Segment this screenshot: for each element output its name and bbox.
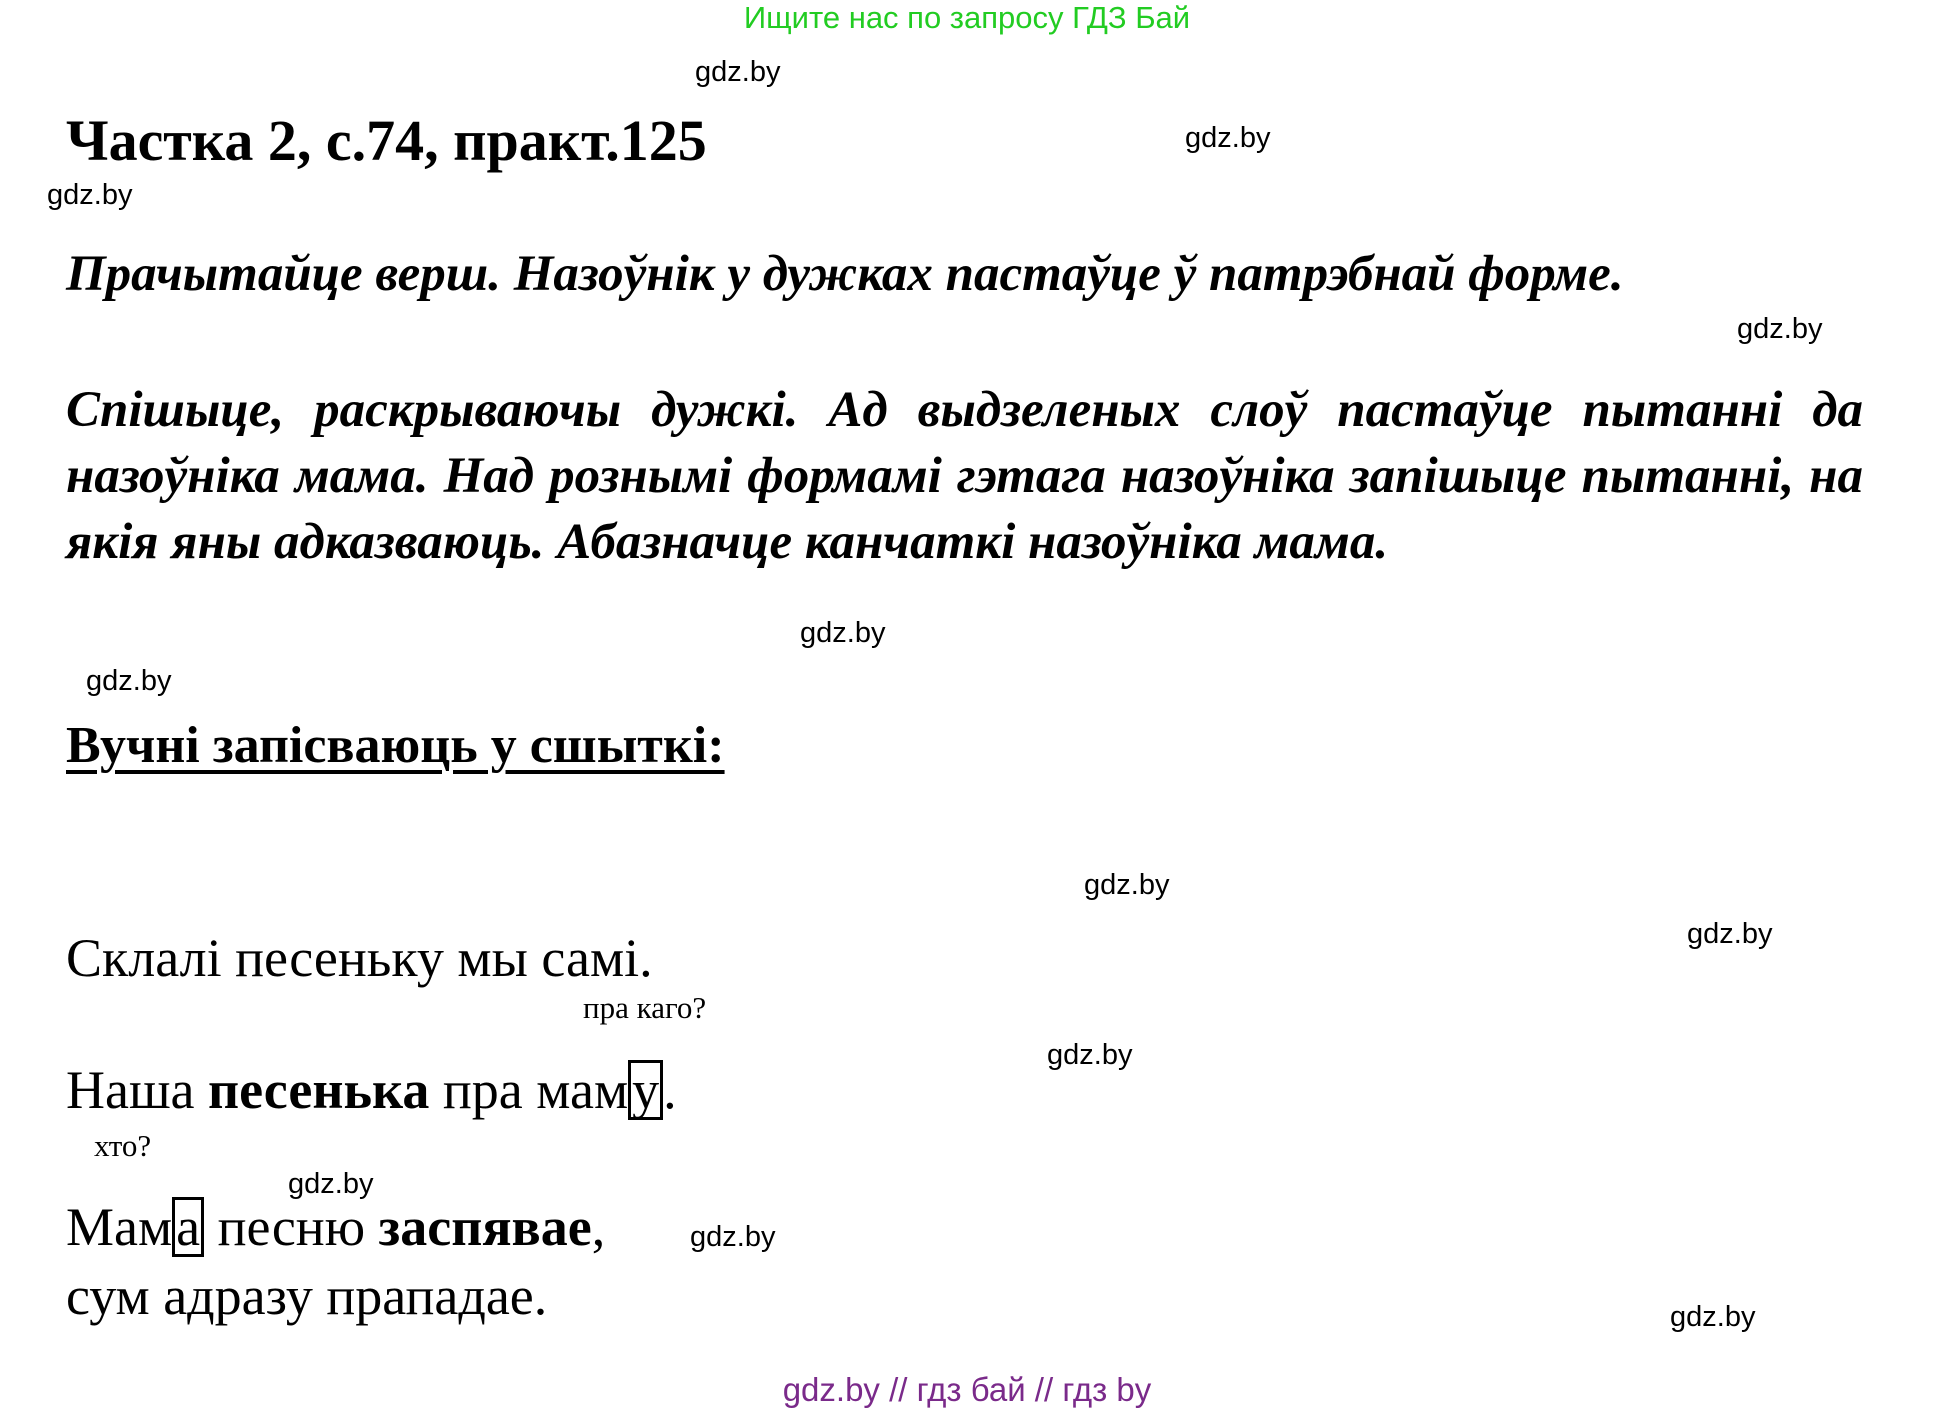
question-label: хто? (94, 1128, 152, 1163)
poem-line-1: Склалі песеньку мы самі. (66, 928, 653, 988)
poem-text: песню (204, 1197, 379, 1257)
watermark: gdz.by (47, 179, 133, 211)
poem-line-3 (66, 1195, 605, 1259)
watermark: gdz.by (1737, 313, 1823, 345)
watermark: gdz.by (695, 56, 781, 88)
poem-line-4: сум адразу прападае. (66, 1266, 548, 1326)
watermark: gdz.by (288, 1168, 374, 1200)
search-banner: Ищите нас по запросу ГДЗ Бай (743, 0, 1191, 35)
watermark: gdz.by (1185, 122, 1271, 154)
instruction-paragraph: Прачытайце верш. Назоўнік у дужках пастаўце ў патрэбнай форме. (66, 246, 1624, 302)
poem-text: , (591, 1197, 606, 1257)
section-heading: Вучні запісваюць у сшыткі: (66, 717, 725, 774)
poem-line-2 (66, 1058, 677, 1122)
watermark: gdz.by (690, 1221, 776, 1253)
poem-text: . (663, 1060, 677, 1120)
watermark: gdz.by (1047, 1039, 1133, 1071)
watermark: gdz.by (800, 617, 886, 649)
watermark: gdz.by (1687, 918, 1773, 950)
watermark: gdz.by (86, 665, 172, 697)
footer-links: gdz.by // гдз бай // гдз by (782, 1371, 1152, 1408)
watermark: gdz.by (1670, 1301, 1756, 1333)
poem-text: пра мам (429, 1060, 629, 1120)
poem-text: Наша (66, 1060, 209, 1120)
page-title: Частка 2, с.74, практ.125 (66, 108, 707, 173)
poem-text: Мам (66, 1197, 173, 1257)
instruction-paragraph: Спішыце, раскрываючы дужкі. Ад выдзеленых слоў пастаўце пытанні да назоўніка мама. Над рознымі формамі гэтага назоўніка запішыце пытанні, на якія яны адказваюць. Абазначце канчаткі назоўніка мама. (66, 382, 1863, 570)
ending-box: у (628, 1060, 663, 1120)
question-label: пра каго? (583, 990, 707, 1025)
watermark: gdz.by (1084, 869, 1170, 901)
highlighted-word: песенька (208, 1060, 430, 1120)
ending-box: а (172, 1197, 204, 1257)
highlighted-word: заспявае (378, 1197, 592, 1257)
